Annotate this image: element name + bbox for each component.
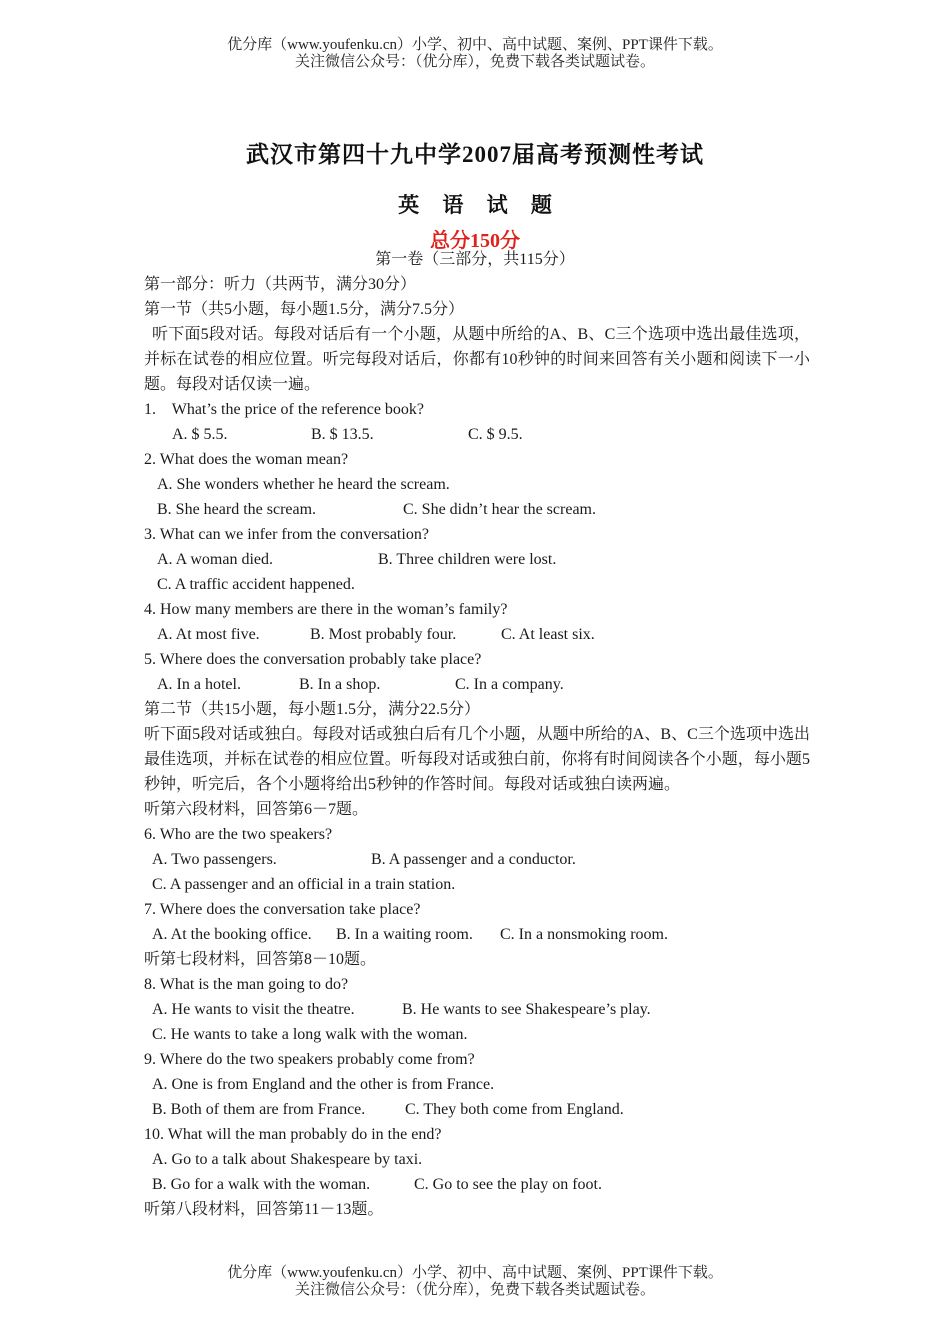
- question-stem: 2. What does the woman mean?: [144, 451, 349, 468]
- question-options: [144, 997, 810, 1022]
- option-c: C. $ 9.5.: [468, 426, 523, 443]
- question-options: [144, 572, 810, 597]
- option-b: B. Both of them are from France.: [152, 1101, 366, 1118]
- exam-body: [144, 272, 810, 1222]
- option-a: A. At the booking office.: [152, 926, 312, 943]
- option-b: B. Go for a walk with the woman.: [152, 1176, 371, 1193]
- option-a: A. One is from England and the other is from France.: [152, 1076, 495, 1093]
- question-options: [144, 1147, 810, 1172]
- option-c: C. Go to see the play on foot.: [414, 1176, 602, 1193]
- option-b: B. $ 13.5.: [311, 426, 374, 443]
- option-c: C. He wants to take a long walk with the woman.: [152, 1026, 468, 1043]
- material-heading: 听第七段材料，回答第8－10题。: [144, 951, 377, 968]
- part-heading: 第一部分：听力（共两节，满分30分）: [144, 276, 417, 293]
- option-b: B. Three children were lost.: [378, 551, 557, 568]
- question-options: [144, 1172, 810, 1197]
- option-c: C. In a nonsmoking room.: [500, 926, 668, 943]
- section-heading: 第二节（共15小题，每小题1.5分，满分22.5分）: [144, 701, 481, 718]
- option-c: C. They both come from England.: [405, 1101, 624, 1118]
- exam-title: 武汉市第四十九中学2007届高考预测性考试: [246, 142, 704, 167]
- header-line-1: 优分库（www.youfenku.cn）小学、初中、高中试题、案例、PPT课件下载。: [227, 37, 723, 53]
- option-c: C. She didn’t hear the scream.: [403, 501, 596, 518]
- section-instructions: 听下面5段对话或独白。每段对话或独白后有几个小题，从题中所给的A、B、C三个选项中选出最佳选项，并标在试卷的相应位置。听每段对话或独白前，你将有时间阅读各个小题，每小题5秒钟，听完后，各个小题将给出5秒钟的作答时间。每段对话或独白读两遍。: [144, 726, 810, 793]
- option-a: A. He wants to visit the theatre.: [152, 1001, 355, 1018]
- question-stem: 9. Where do the two speakers probably come from?: [144, 1051, 475, 1068]
- section-heading: 第一节（共5小题，每小题1.5分，满分7.5分）: [144, 301, 465, 318]
- option-a: A. $ 5.5.: [172, 426, 228, 443]
- option-a: A. She wonders whether he heard the scream.: [157, 476, 450, 493]
- question-options: [144, 672, 810, 697]
- question-options: [144, 922, 810, 947]
- option-a: A. At most five.: [157, 626, 260, 643]
- volume-heading: 第一卷（三部分，共115分）: [375, 251, 575, 268]
- exam-subtitle: 英 语 试 题: [398, 193, 552, 217]
- page-footer: [0, 1265, 950, 1299]
- question-stem: 1. What’s the price of the reference book?: [144, 401, 425, 418]
- question-stem: 10. What will the man probably do in the end?: [144, 1126, 442, 1143]
- option-a: A. In a hotel.: [157, 676, 241, 693]
- question-stem: 8. What is the man going to do?: [144, 976, 349, 993]
- option-c: C. A passenger and an official in a train station.: [152, 876, 456, 893]
- option-b: B. In a shop.: [299, 676, 381, 693]
- footer-line-2: 关注微信公众号：（优分库），免费下载各类试题试卷。: [294, 1282, 655, 1298]
- option-a: A. Two passengers.: [152, 851, 277, 868]
- question-stem: 4. How many members are there in the woman’s family?: [144, 601, 508, 618]
- question-options: [144, 847, 810, 872]
- material-heading: 听第六段材料，回答第6－7题。: [144, 801, 369, 818]
- question-options: [144, 547, 810, 572]
- total-score: 总分150分: [430, 230, 520, 252]
- question-options: [144, 472, 810, 497]
- question-options: [144, 1022, 810, 1047]
- page-header: [0, 37, 950, 71]
- option-b: B. A passenger and a conductor.: [371, 851, 576, 868]
- material-heading: 听第八段材料，回答第11－13题。: [144, 1201, 384, 1218]
- section-instructions: 听下面5段对话。每段对话后有一个小题，从题中所给的A、B、C三个选项中选出最佳选项，并标在试卷的相应位置。听完每段对话后，你都有10秒钟的时间来回答有关小题和阅读下一小题。每段对话仅读一遍。: [144, 326, 810, 393]
- question-stem: 7. Where does the conversation take place?: [144, 901, 421, 918]
- option-c: C. At least six.: [501, 626, 595, 643]
- option-b: B. She heard the scream.: [157, 501, 317, 518]
- option-b: B. He wants to see Shakespeare’s play.: [402, 1001, 651, 1018]
- question-stem: 3. What can we infer from the conversation?: [144, 526, 429, 543]
- question-options: [144, 872, 810, 897]
- header-line-2: 关注微信公众号：（优分库），免费下载各类试题试卷。: [294, 54, 655, 70]
- question-stem: 5. Where does the conversation probably take place?: [144, 651, 482, 668]
- question-options: [144, 422, 810, 447]
- question-options: [144, 1072, 810, 1097]
- option-b: B. Most probably four.: [310, 626, 457, 643]
- question-options: [144, 622, 810, 647]
- option-c: C. A traffic accident happened.: [157, 576, 355, 593]
- question-options: [144, 1097, 810, 1122]
- option-c: C. In a company.: [455, 676, 564, 693]
- option-b: B. In a waiting room.: [336, 926, 473, 943]
- option-a: A. Go to a talk about Shakespeare by taxi.: [152, 1151, 423, 1168]
- question-options: [144, 497, 810, 522]
- option-a: A. A woman died.: [157, 551, 273, 568]
- question-stem: 6. Who are the two speakers?: [144, 826, 333, 843]
- footer-line-1: 优分库（www.youfenku.cn）小学、初中、高中试题、案例、PPT课件下载。: [227, 1265, 723, 1281]
